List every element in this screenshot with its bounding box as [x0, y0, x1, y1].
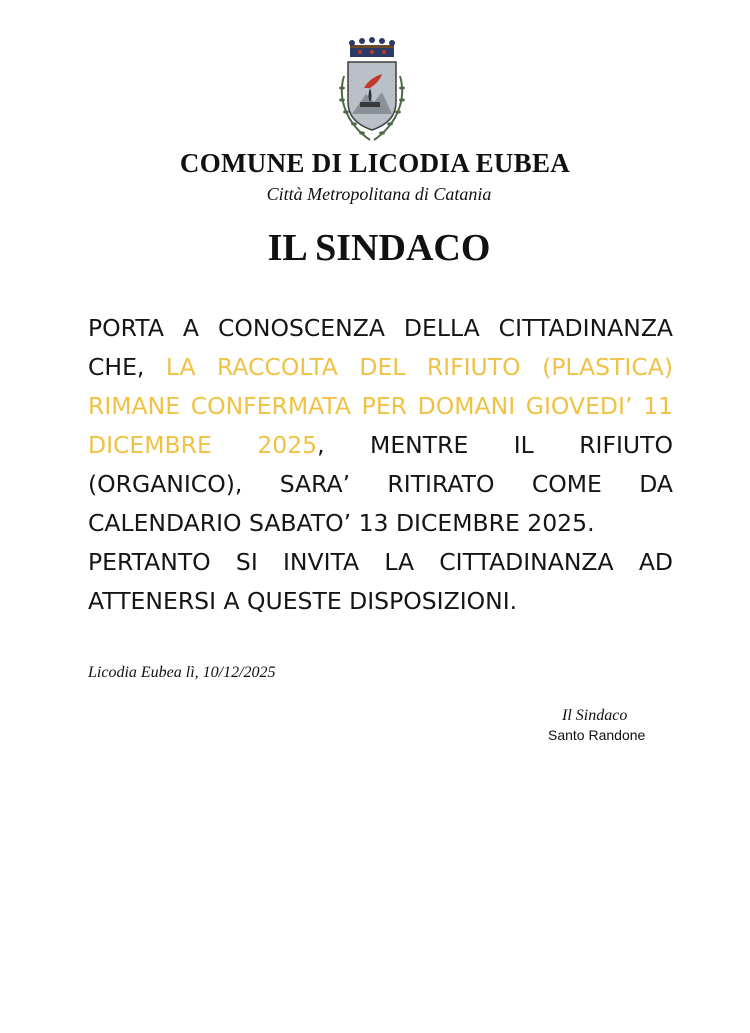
notice-intro: PORTA A CONOSCENZA DELLA CITTADINANZA CHE,	[88, 314, 673, 381]
signature-name: Santo Randone	[548, 727, 646, 743]
shield-icon	[348, 62, 396, 130]
signature-role: Il Sindaco	[562, 707, 628, 724]
notice-body	[88, 309, 673, 621]
notice-paragraph	[88, 309, 673, 543]
place-and-date: Licodia Eubea lì, 10/12/2025	[88, 664, 276, 681]
organization-name: COMUNE DI LICODIA EUBEA	[179, 148, 571, 178]
coat-of-arms-icon	[330, 36, 414, 148]
organization-subtitle: Città Metropolitana di Catania	[266, 184, 492, 204]
notice-closing: PERTANTO SI INVITA LA CITTADINANZA AD ATTENERSI A QUESTE DISPOSIZIONI.	[88, 548, 673, 615]
notice-highlight: LA RACCOLTA DEL RIFIUTO (PLASTICA) RIMANE CONFERMATA PER DOMANI GIOVEDI’ 11 DICEMBRE 2025	[88, 353, 673, 459]
document-title: IL SINDACO	[267, 227, 491, 269]
notice-continuation: , MENTRE IL RIFIUTO (ORGANICO), SARA’ RITIRATO COME DA CALENDARIO SABATO’ 13 DICEMBRE 2025.	[88, 431, 673, 537]
crown-icon	[349, 37, 395, 57]
